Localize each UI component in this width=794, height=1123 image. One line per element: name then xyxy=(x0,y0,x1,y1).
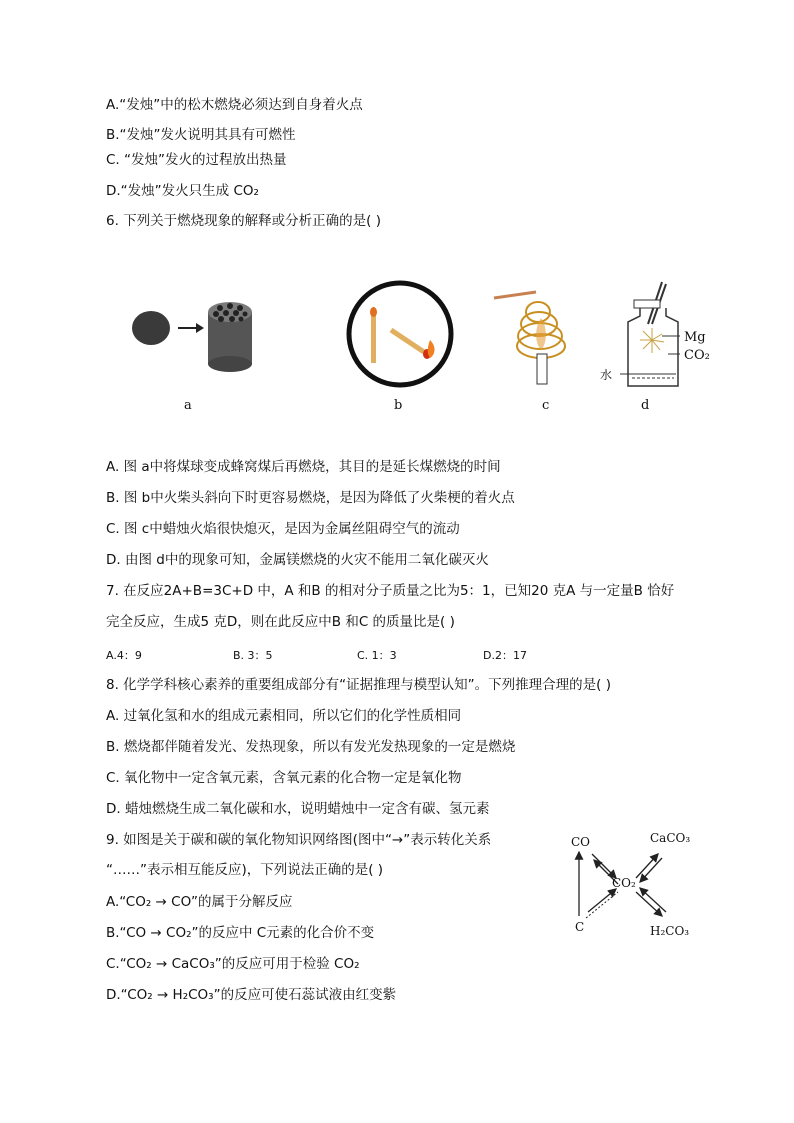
fig-d-label-co2: CO₂ xyxy=(684,348,710,363)
q9-option-d: D.“CO₂ → H₂CO₃”的反应可使石蕊试液由红变紫 xyxy=(106,987,397,1003)
q6-option-c: C. 图 c中蜡烛火焰很快熄灭，是因为金属丝阻碍空气的流动 xyxy=(106,521,460,537)
q7-line1: 7. 在反应2A+B=3C+D 中，A 和B 的相对分子质量之比为5：1，已知20 克A 与一定量B 恰好 xyxy=(106,583,675,599)
q7-option-b: B. 3：5 xyxy=(233,649,273,662)
q8-option-d: D. 蜡烛燃烧生成二氧化碳和水，说明蜡烛中一定含有碳、氢元素 xyxy=(106,801,490,817)
net-node-co: CO xyxy=(571,835,591,849)
figure-c-candle-coil xyxy=(492,288,582,388)
fig-label-b: b xyxy=(394,398,403,413)
net-node-caco3: CaCO₃ xyxy=(650,831,691,845)
q9-option-c: C.“CO₂ → CaCO₃”的反应可用于检验 CO₂ xyxy=(106,956,360,972)
q9-line2: “……”表示相互能反应)，下列说法正确的是( ) xyxy=(106,862,384,878)
q8-option-a: A. 过氧化氢和水的组成元素相同，所以它们的化学性质相同 xyxy=(106,708,462,724)
figure-b-matches xyxy=(344,278,456,390)
fig-label-c: c xyxy=(542,398,550,413)
q8-stem: 8. 化学学科核心素养的重要组成部分有“证据推理与模型认知”。下列推理合理的是( ) xyxy=(106,677,611,693)
fig-d-label-water: 水 xyxy=(600,368,613,382)
q7-option-a: A.4：9 xyxy=(106,649,142,662)
q6-stem: 6. 下列关于燃烧现象的解释或分析正确的是( ) xyxy=(106,213,381,229)
figure-a-coal xyxy=(128,292,258,382)
q8-option-b: B. 燃烧都伴随着发光、发热现象，所以有发光发热现象的一定是燃烧 xyxy=(106,739,516,755)
q5-option-d: D.“发烛”发火只生成 CO₂ xyxy=(106,183,259,199)
q6-option-d: D. 由图 d中的现象可知，金属镁燃烧的火灾不能用二氧化碳灭火 xyxy=(106,552,489,568)
q9-option-a: A.“CO₂ → CO”的属于分解反应 xyxy=(106,894,293,910)
q5-option-b: B.“发烛”发火说明其具有可燃性 xyxy=(106,127,296,143)
q5-option-a: A.“发烛”中的松木燃烧必须达到自身着火点 xyxy=(106,97,363,113)
q9-option-b: B.“CO → CO₂”的反应中 C元素的化合价不变 xyxy=(106,925,375,941)
net-node-co2: CO₂ xyxy=(612,876,636,890)
q7-line2: 完全反应，生成5 克D，则在此反应中B 和C 的质量比是( ) xyxy=(106,614,455,630)
q7-option-c: C. 1：3 xyxy=(357,649,397,662)
net-node-c: C xyxy=(575,920,585,934)
q6-option-b: B. 图 b中火柴头斜向下时更容易燃烧，是因为降低了火柴梗的着火点 xyxy=(106,490,515,506)
q9-line1: 9. 如图是关于碳和碳的氧化物知识网络图(图中“→”表示转化关系 xyxy=(106,832,492,848)
fig-label-a: a xyxy=(184,398,192,413)
q7-option-d: D.2：17 xyxy=(483,649,527,662)
net-node-h2co3: H₂CO₃ xyxy=(650,924,690,938)
fig-label-d: d xyxy=(641,398,650,413)
fig-d-label-mg: Mg xyxy=(684,330,706,345)
q5-option-c: C. “发烛”发火的过程放出热量 xyxy=(106,152,287,168)
q8-option-c: C. 氧化物中一定含氧元素，含氧元素的化合物一定是氧化物 xyxy=(106,770,462,786)
q6-option-a: A. 图 a中将煤球变成蜂窝煤后再燃烧，其目的是延长煤燃烧的时间 xyxy=(106,459,501,475)
